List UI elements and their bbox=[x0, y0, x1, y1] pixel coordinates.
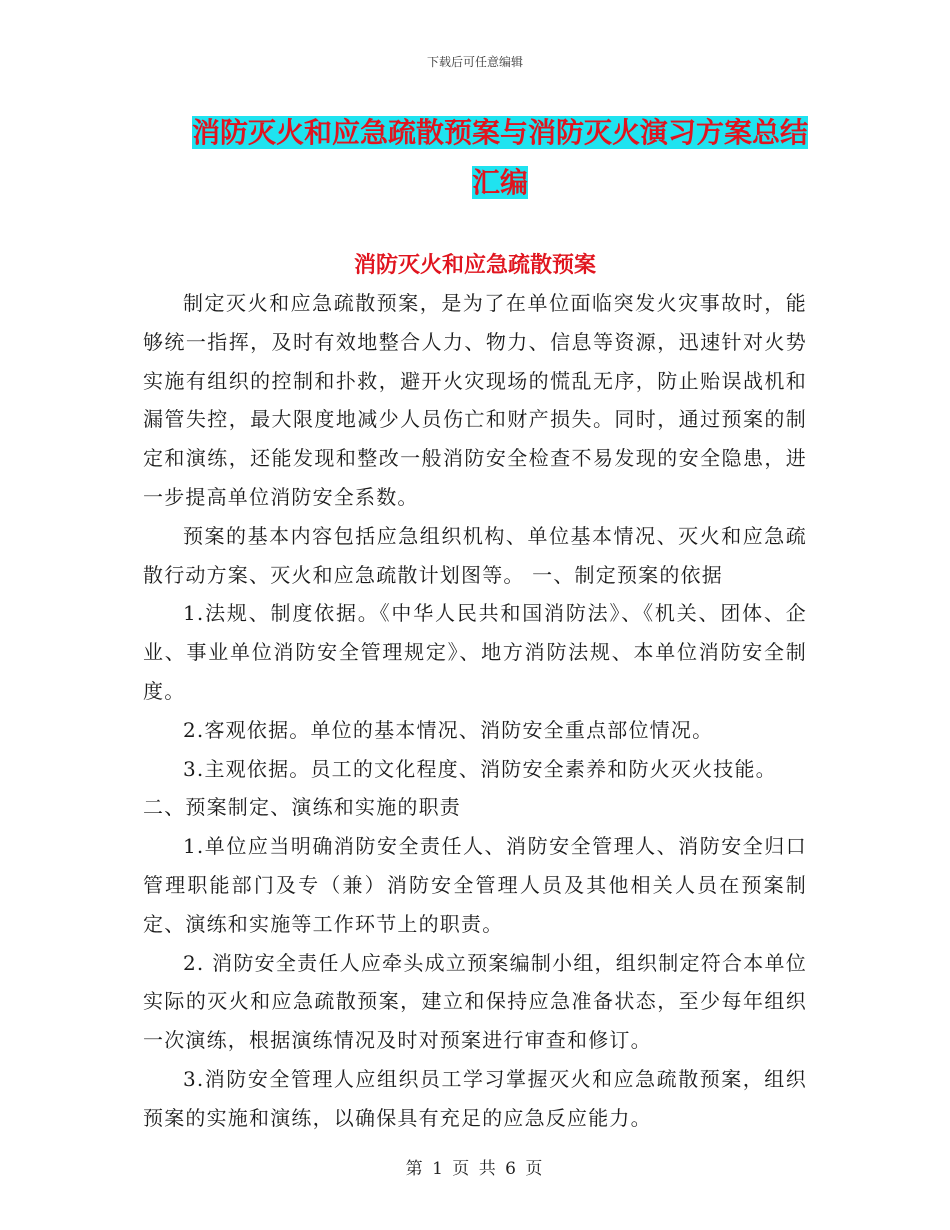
paragraph: 2. 消防安全责任人应牵头成立预案编制小组，组织制定符合本单位实际的灭火和应急疏散预案，建立和保持应急准备状态，至少每年组织一次演练，根据演练情况及时对预案进行审查和修订。 bbox=[143, 950, 807, 1053]
paragraph: 1.单位应当明确消防安全责任人、消防安全管理人、消防安全归口管理职能部门及专（兼）消防安全管理人员及其他相关人员在预案制定、演练和实施等工作环节上的职责。 bbox=[143, 834, 807, 936]
header-note: 下载后可任意编辑 bbox=[426, 55, 523, 69]
document-title-highlight: 消防灭火和应急疏散预案与消防灭火演习方案总结汇编 bbox=[191, 116, 808, 199]
paragraph: 3.消防安全管理人应组织员工学习掌握灭火和应急疏散预案，组织预案的实施和演练，以确保具有充足的应急反应能力。 bbox=[143, 1066, 807, 1130]
paragraph: 2.客观依据。单位的基本情况、消防安全重点部位情况。 bbox=[183, 717, 714, 742]
document-body bbox=[143, 284, 807, 1138]
paragraph: 预案的基本内容包括应急组织机构、单位基本情况、灭火和应急疏散行动方案、灭火和应急疏散计划图等。 一、制定预案的依据 bbox=[143, 523, 807, 587]
paragraph: 1.法规、制度依据。《中华人民共和国消防法》、《机关、团体、企业、事业单位消防安全管理规定》、地方消防法规、本单位消防安全制度。 bbox=[143, 601, 807, 703]
section-title: 消防灭火和应急疏散预案 bbox=[353, 253, 596, 278]
paragraph: 制定灭火和应急疏散预案，是为了在单位面临突发火灾事故时，能够统一指挥，及时有效地整合人力、物力、信息等资源，迅速针对火势实施有组织的控制和扑救，避开火灾现场的慌乱无序，防止贻误战机和漏管失控，最大限度地减少人员伤亡和财产损失。同时，通过预案的制定和演练，还能发现和整改一般消防安全检查不易发现的安全隐患，进一步提高单位消防安全系数。 bbox=[143, 291, 807, 509]
page-number-footer: 第 1 页 共 6 页 bbox=[405, 1159, 545, 1179]
paragraph: 3.主观依据。员工的文化程度、消防安全素养和防火灭火技能。 bbox=[183, 756, 777, 781]
document-title bbox=[180, 108, 820, 208]
paragraph-heading: 二、预案制定、演练和实施的职责 bbox=[143, 795, 461, 820]
